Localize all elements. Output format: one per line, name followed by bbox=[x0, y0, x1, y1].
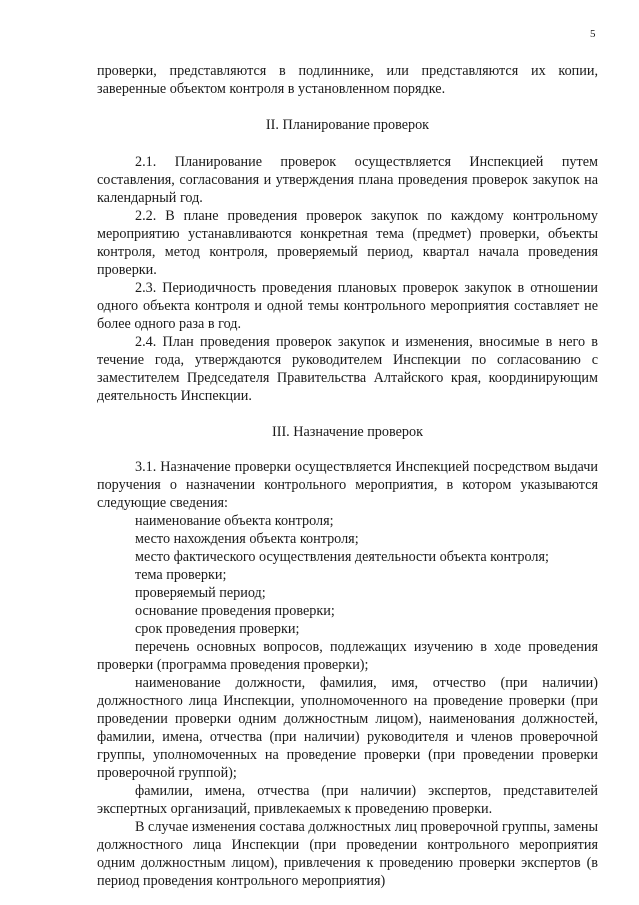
list-item: проверяемый период; bbox=[135, 585, 266, 601]
paragraph-3-1: 3.1. Назначение проверки осуществляется Инспекцией посредством выдачи поручения о назначении контрольного мероприятия, в котором указываются следующие сведения: bbox=[97, 459, 598, 511]
paragraph-2-2: 2.2. В плане проведения проверок закупок по каждому контрольному мероприятию устанавливаются конкретная тема (предмет) проверки, объекты контроля, метод контроля, проверяемый период, квартал начала проведения проверки. bbox=[97, 208, 598, 278]
list-item: основание проведения проверки; bbox=[135, 603, 335, 619]
page-number: 5 bbox=[590, 28, 596, 40]
list-paragraph: перечень основных вопросов, подлежащих изучению в ходе проведения проверки (программа проведения проверки); bbox=[97, 639, 598, 673]
list-item: срок проведения проверки; bbox=[135, 621, 300, 637]
paragraph-2-3: 2.3. Периодичность проведения плановых проверок закупок в отношении одного объекта контроля и одной темы контрольного мероприятия составляет не более одного раза в год. bbox=[97, 280, 598, 332]
list-item: наименование объекта контроля; bbox=[135, 513, 334, 529]
list-item: место нахождения объекта контроля; bbox=[135, 531, 359, 547]
list-item: место фактического осуществления деятельности объекта контроля; bbox=[135, 549, 549, 565]
intro-paragraph: проверки, представляются в подлиннике, или представляются их копии, заверенные объектом контроля в установленном порядке. bbox=[97, 63, 598, 97]
paragraph-2-4: 2.4. План проведения проверок закупок и изменения, вносимые в него в течение года, утверждаются руководителем Инспекции по согласованию с заместителем Председателя Правительства Алтайского края, координирующим деятельность Инспекции. bbox=[97, 334, 598, 404]
list-paragraph: фамилии, имена, отчества (при наличии) экспертов, представителей экспертных организаций, привлекаемых к проведению проверки. bbox=[97, 783, 598, 817]
paragraph-2-1: 2.1. Планирование проверок осуществляется Инспекцией путем составления, согласования и утверждения плана проведения проверок закупок на календарный год. bbox=[97, 154, 598, 206]
section-3-heading: III. Назначение проверок bbox=[272, 424, 423, 440]
list-item: тема проверки; bbox=[135, 567, 227, 583]
change-paragraph: В случае изменения состава должностных лиц проверочной группы, замены должностного лица Инспекции (при проведении контрольного мероприятия одним должностным лицом), привлечения к проведению проверки экспертов (в период проведения контрольного мероприятия) bbox=[97, 819, 598, 889]
document-body bbox=[97, 62, 598, 890]
list-paragraph: наименование должности, фамилия, имя, отчество (при наличии) должностного лица Инспекции, уполномоченного на проведение проверки (при проведении проверки одним должностным лицом), наименования должностей, фамилии, имена, отчества (при наличии) руководителя и членов проверочной группы, уполномоченных на проведение проверки (при проведении проверки проверочной группой); bbox=[97, 675, 598, 781]
section-2-heading: II. Планирование проверок bbox=[265, 117, 430, 133]
